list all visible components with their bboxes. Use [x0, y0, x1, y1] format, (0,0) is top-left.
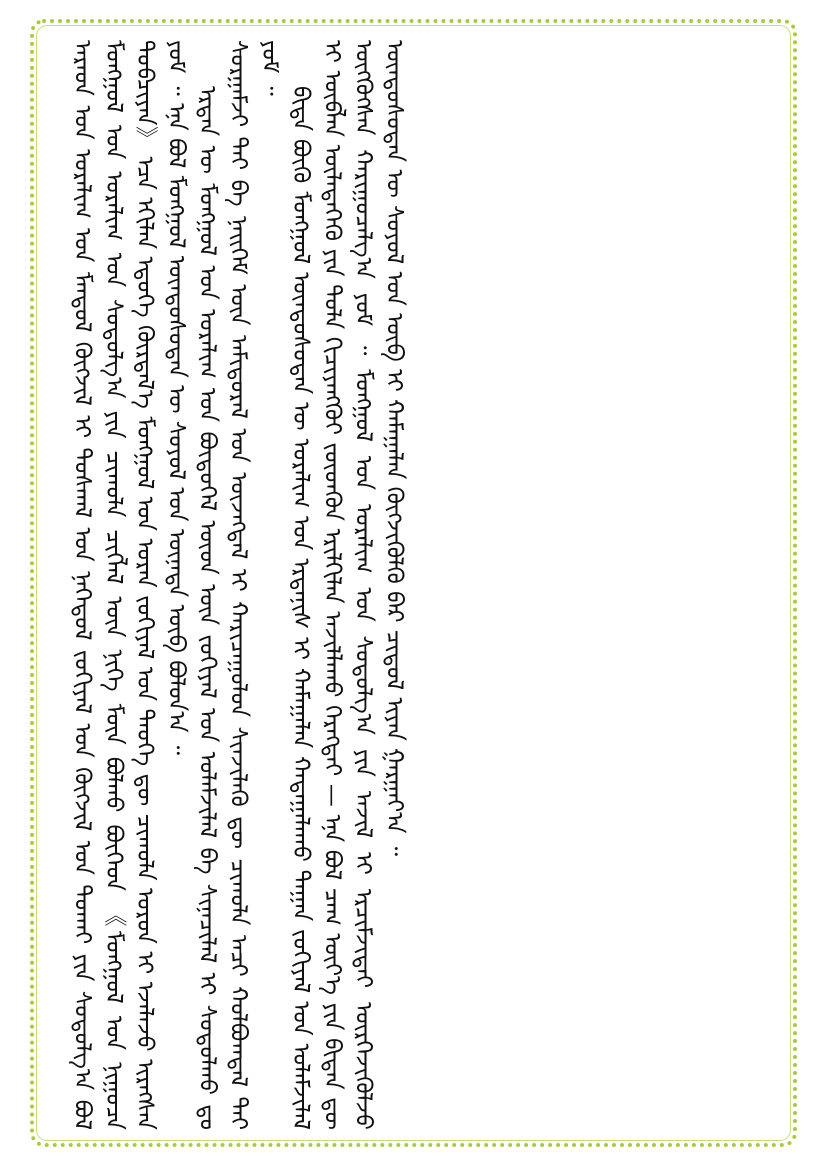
vertical-text-body — [66, 40, 773, 1130]
paragraph-3: ᠪᠢᠳᠡ ᠪᠦᠬᠦ ᠮᠣᠩᠭᠣᠯ ᠦᠨᠳᠦᠰᠦᠲᠡᠨ ᠦ ᠤᠷᠠᠯᠢᠭ ᠤᠨ ᠡᠷᠳᠡᠨᠢᠰ ᠢ ᠬᠠᠮᠠᠭᠠᠯᠠᠨ ᠬᠠᠳᠠᠭᠠᠯᠠᠬᠤ ᠳᠠᠭᠠᠨ ᠵᠣᠬᠢᠶᠠᠯ ᠤᠨ ᠤᠯᠠᠮᠵᠢᠯᠠᠯ ᠢ ᠥᠪᠯᠡᠨ ᠦᠯᠡᠳᠡᠭᠡᠬᠦ ᠶᠢᠨ ᠲᠤᠯᠠ ᠬᠢᠴᠢᠶᠡᠩᠭᠦᠢ ᠵᠦᠳᠬᠦᠨ ᠡᠷᠢᠯᠬᠢᠯᠡᠨ ᠠᠵᠢᠯᠯᠠᠬᠤ ᠬᠡᠷᠡᠭᠲᠡᠢ — ᠡᠨᠡ ᠪᠣᠯ ᠴᠠᠭ ᠦᠶ᠎ᠡ ᠶᠢᠨ ᠪᠢᠳᠡᠨ ᠳᠦ ᠥᠭᠭᠦᠭᠰᠡᠨ ᠬᠠᠷᠢᠭᠤᠴᠠᠯᠭ᠎ᠠ ᠶᠤᠮ ᠃ ᠮᠣᠩᠭᠣᠯ ᠤᠨ ᠤᠷᠠᠯᠢᠭ ᠤᠨ ᠰᠤᠳᠤᠯᠭ᠎ᠠ ᠶᠢᠨ ᠠᠵᠢᠯ ᠢ ᠡᠷᠴᠢᠮᠵᠢᠲᠡᠢ ᠥᠷᠭᠡᠵᠢᠭᠦᠯᠵᠦ ᠦᠨᠳᠦᠰᠦᠲᠡᠨ ᠦ ᠰᠣᠶᠣᠯ ᠤᠨ ᠥᠪ ᠢ ᠬᠠᠮᠠᠭᠠᠯᠠᠨ ᠬᠥᠭᠵᠢᠭᠦᠯᠬᠦ ᠪᠡᠷ ᠴᠢᠳᠤᠯ ᠢᠶᠠᠨ ᠭᠠᠷᠭᠠᠶ᠎ᠠ ᠃ — [287, 40, 408, 1130]
paragraph-2: ᠡᠷᠲᠡᠨ ᠦ ᠮᠣᠩᠭᠣᠯ ᠤᠨ ᠤᠷᠠᠯᠢᠭ ᠤᠨ ᠪᠦᠲᠦᠭᠡᠯ ᠦᠳ ᠦᠨ ᠵᠣᠬᠢᠶᠠᠯ ᠤᠨ ᠤᠯᠠᠮᠵᠢᠯᠠᠯ ᠪᠠ ᠰᠢᠨᠡᠴᠢᠯᠡᠯ ᠢ ᠰᠤᠳᠤᠯᠬᠤ ᠳᠤ ᠰᠤᠷᠭᠠᠮᠵᠢ ᠲᠠᠢ ᠪᠠ ᠨᠡᠢᠭᠡᠮ ᠦᠨ ᠠᠮᠢᠳᠤᠷᠠᠯ ᠤᠨ ᠦᠵᠡᠭᠳᠡᠯ ᠢ ᠬᠠᠷᠢᠴᠠᠭᠤᠯᠤᠨ ᠰᠢᠨᠵᠢᠯᠡᠬᠦ ᠳᠦ ᠴᠢᠬᠤᠯᠠ ᠠᠴᠢ ᠬᠣᠯᠪᠣᠭᠳᠠᠯ ᠲᠠᠢ ᠶᠤᠮ ᠃ — [194, 40, 283, 1130]
paragraph-1: ᠠᠷᠠᠳ ᠤᠨ ᠤᠷᠠᠯᠢᠭ ᠤᠨ ᠮᠠᠨᠳᠤᠯ ᠬᠥᠭᠵᠢᠯ ᠢ ᠲᠤᠰᠬᠠᠯ ᠤᠨ ᠨᠡᠭᠡᠳᠦᠯ ᠵᠣᠬᠢᠶᠠᠯ ᠤᠨ ᠬᠥᠭᠵᠢᠯ ᠤᠨ ᠲᠤᠬᠠᠢ ᠶᠢᠨ ᠰᠤᠳᠤᠯᠭ᠎ᠠ ᠪᠣᠯ ᠮᠣᠩᠭᠣᠯ ᠤᠨ ᠤᠷᠠᠯᠢᠭ ᠤᠨ ᠰᠤᠳᠤᠯᠭ᠎ᠠ ᠶᠢᠨ ᠴᠢᠬᠤᠯᠠ ᠴᠢᠭᠯᠡᠯ ᠦᠨ ᠨᠢᠭᠡ ᠮᠥᠨ ᠪᠣᠯᠬᠤ ᠪᠥᠭᠡᠳ 《ᠮᠣᠩᠭᠣᠯ ᠤᠨ ᠨᠢᠭᠤᠴᠠ ᠲᠣᠪᠴᠢᠶᠠᠨ》 ᠡᠴᠡ ᠡᠬᠢᠯᠡᠨ ᠡᠳᠦᠭᠡ ᠬᠦᠷᠲᠡᠯ᠎ᠡ ᠮᠣᠩᠭᠣᠯ ᠤᠨ ᠤᠷᠠᠨ ᠵᠣᠬᠢᠶᠠᠯ ᠤᠨ ᠲᠡᠦᠬᠡ ᠳᠦ ᠴᠢᠬᠤᠯᠠ ᠣᠷᠤᠨ ᠢ ᠡᠵᠡᠯᠡᠵᠦ ᠢᠷᠡᠭᠰᠡᠨ ᠶᠤᠮ ᠃ ᠡᠨᠡ ᠪᠣᠯ ᠮᠣᠩᠭᠣᠯ ᠦᠨᠳᠦᠰᠦᠲᠡᠨ ᠦ ᠰᠣᠶᠣᠯ ᠤᠨ ᠦᠨᠡᠲᠡ ᠥᠪ ᠪᠣᠯᠤᠨ᠎ᠠ ᠃ — [69, 40, 189, 1130]
